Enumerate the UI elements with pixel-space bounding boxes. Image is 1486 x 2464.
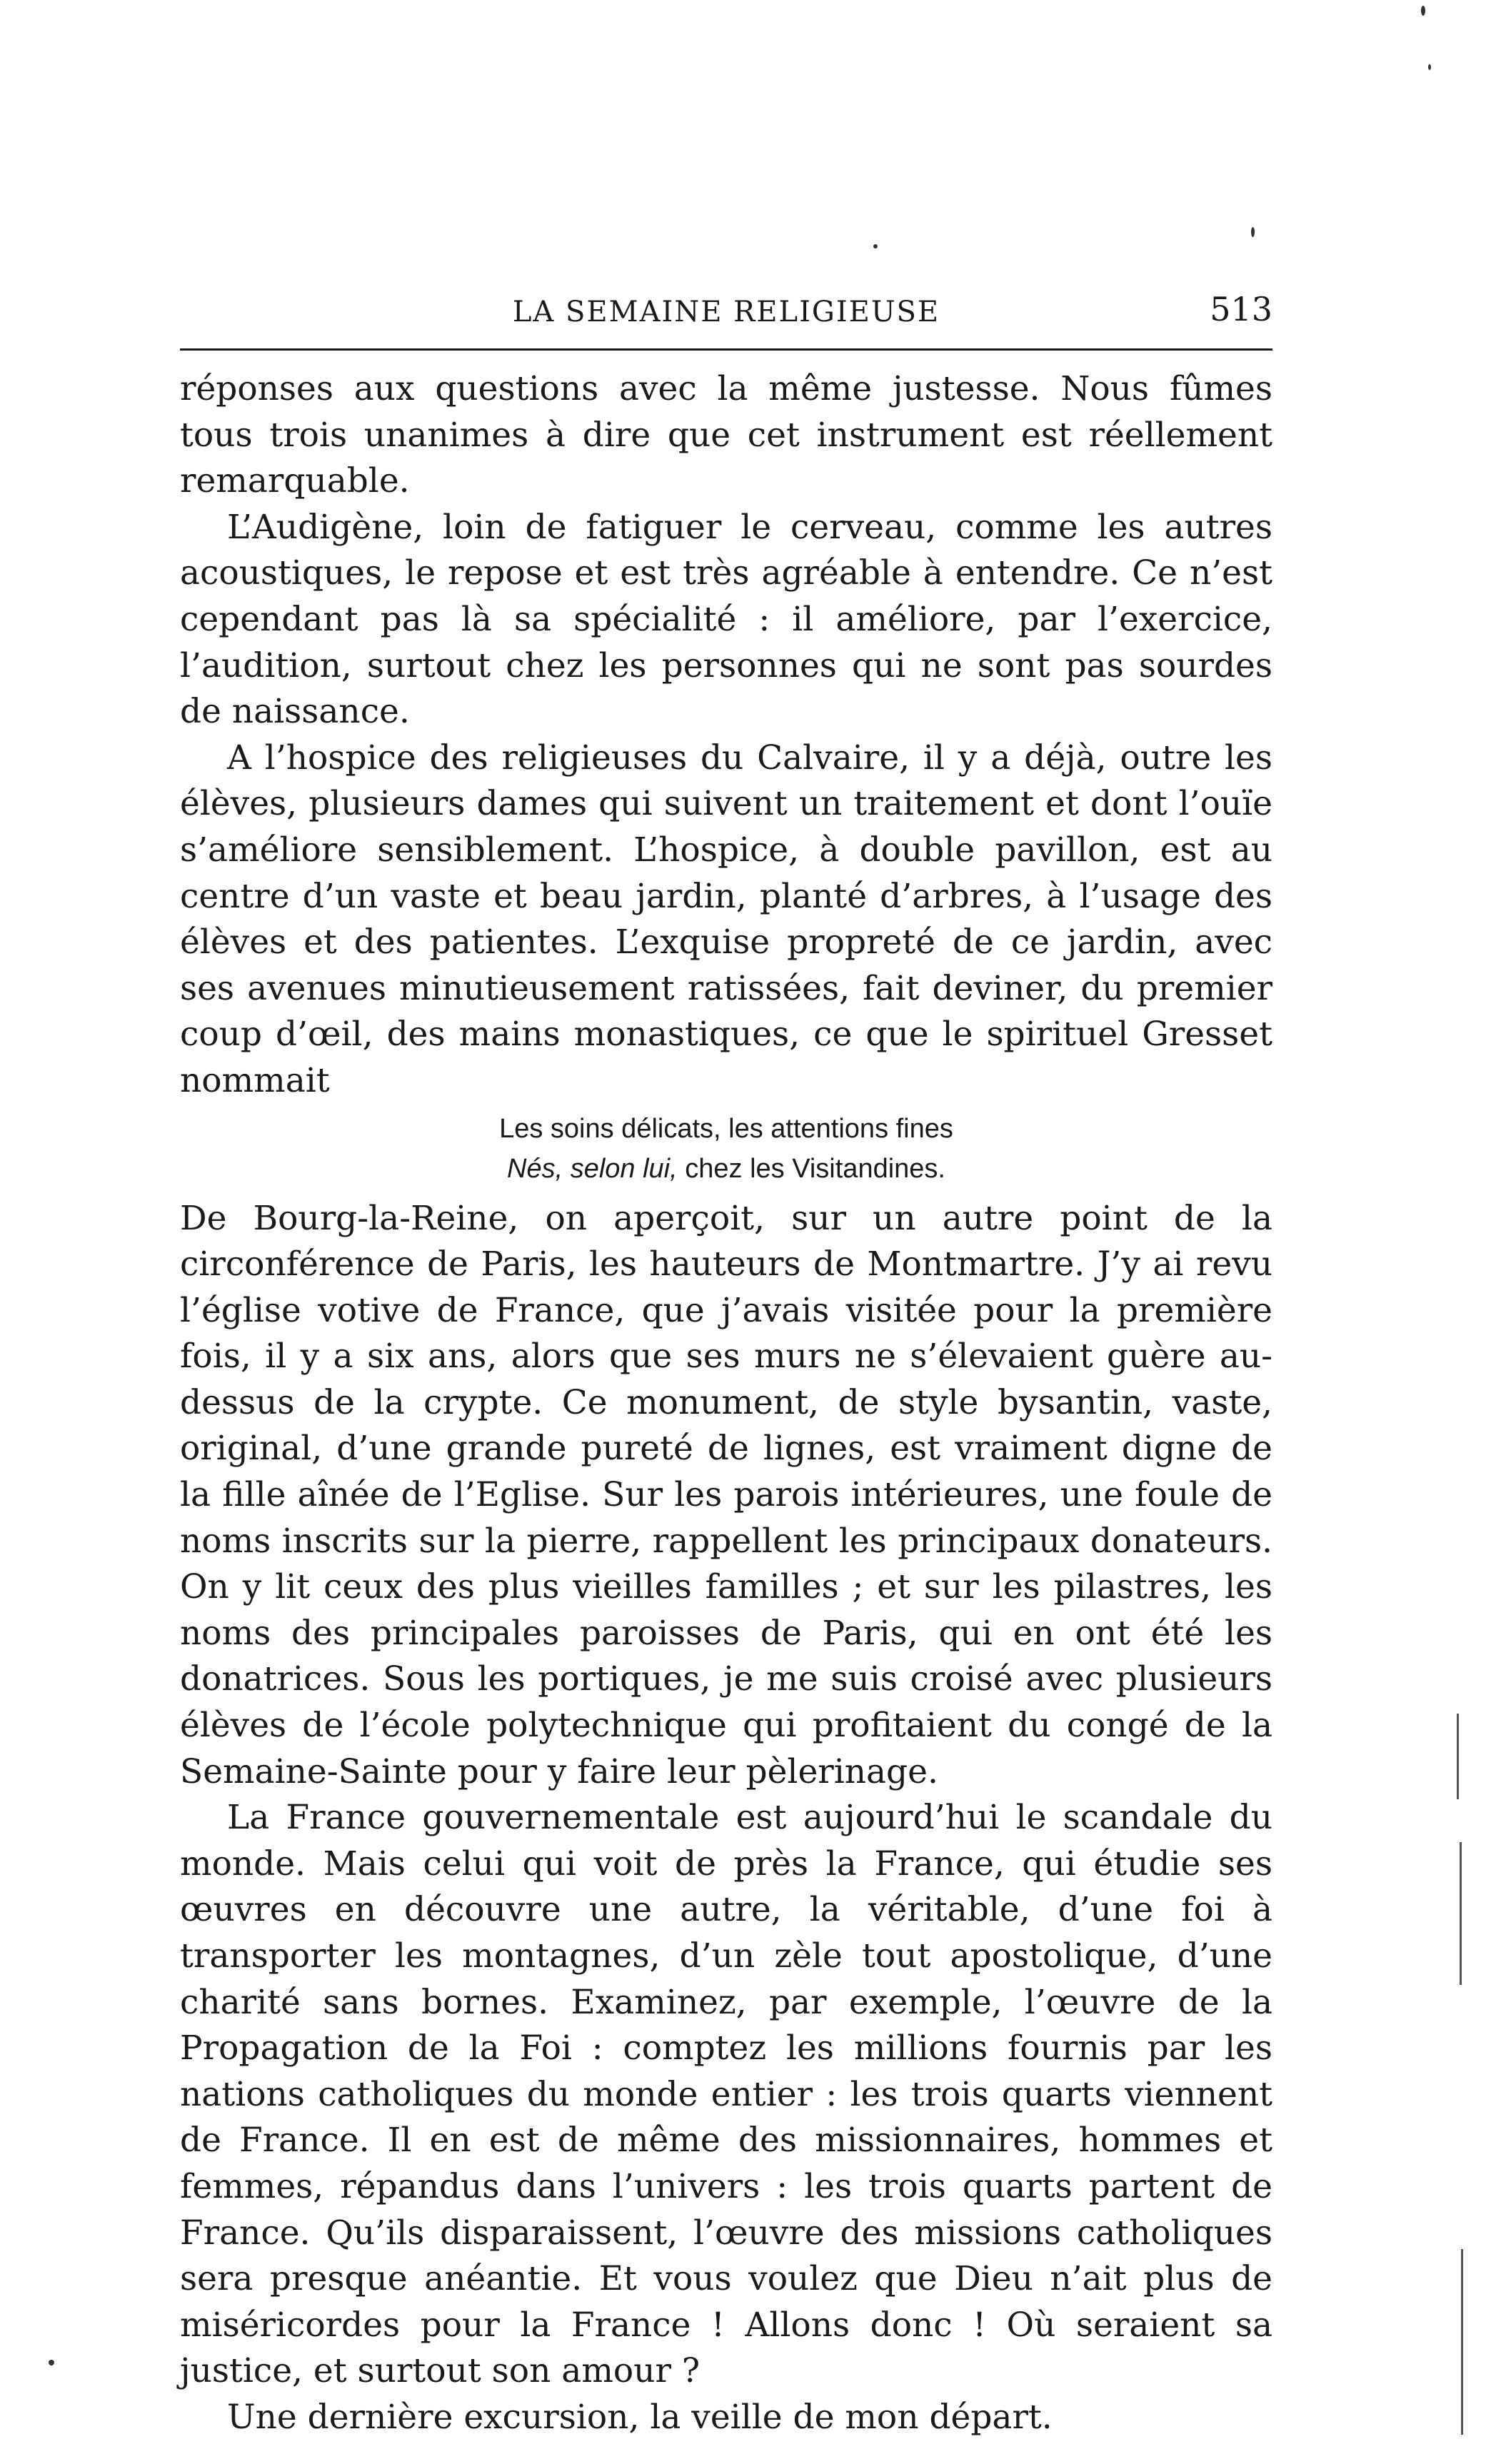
scan-speck	[873, 244, 878, 248]
page-number: 513	[1210, 290, 1272, 328]
scan-speck	[1428, 64, 1431, 70]
verse-quote	[180, 1109, 1272, 1189]
page-edge-mark	[1460, 1842, 1462, 1985]
page-edge-mark	[1457, 1714, 1459, 1799]
header-rule	[180, 348, 1272, 351]
verse-line-2	[180, 1149, 1272, 1189]
running-head	[180, 286, 1272, 336]
paragraph-4: De Bourg-la-Reine, on aperçoit, sur un autre point de la circonférence de Paris, les hauteurs de Montmartre. J’y ai revu l’église votive de France, que j’avais visitée pour la première fois, il y a six ans, alors que ses murs ne s’élevaient guère au-dessus de la crypte. Ce monument, de style bysantin, vaste, original, d’une grande pureté de lignes, est vraiment digne de la fille aînée de l’Eglise. Sur les parois intérieures, une foule de noms inscrits sur la pierre, rappellent les principaux donateurs. On y lit ceux des plus vieilles familles ; et sur les pilastres, les noms des principales paroisses de Paris, qui en ont été les donatrices. Sous les portiques, je me suis croisé avec plusieurs élèves de l’école polytechnique qui profitaient du congé de la Semaine-Sainte pour y faire leur pèlerinage.	[180, 1198, 1272, 1791]
paragraph-1: réponses aux questions avec la même justesse. Nous fûmes tous trois unanimes à dire que cet instrument est réellement remarquable.	[180, 369, 1272, 501]
paragraph-6: Une dernière excursion, la veille de mon départ.	[227, 2397, 1053, 2437]
verse-line-1: Les soins délicats, les attentions fines	[499, 1113, 953, 1144]
scan-speck	[1421, 6, 1425, 16]
document-page	[180, 286, 1272, 2441]
paragraph-3: A l’hospice des religieuses du Calvaire, il y a déjà, outre les élèves, plusieurs dames qui suivent un traitement et dont l’ouïe s’améliore sensiblement. L’hospice, à double pavillon, est au centre d’un vaste et beau jardin, planté d’arbres, à l’usage des élèves et des patientes. L’exquise propreté de ce jardin, avec ses avenues minutieusement ratissées, fait deviner, du premier coup d’œil, des mains monastiques, ce que le spirituel Gresset nommait	[180, 738, 1272, 1100]
verse-line-2-italic: Nés, selon lui,	[507, 1153, 678, 1184]
page-edge-mark	[1461, 2249, 1463, 2435]
paragraph-2: L’Audigène, loin de fatiguer le cerveau, comme les autres acoustiques, le repose et est très agréable à entendre. Ce n’est cependant pas là sa spécialité : il améliore, par l’exercice, l’audition, surtout chez les personnes qui ne sont pas sourdes de naissance.	[180, 507, 1272, 732]
verse-line-2-rest: chez les Visitandines.	[677, 1153, 945, 1184]
paragraph-5: La France gouvernementale est aujourd’hui le scandale du monde. Mais celui qui voit de près la France, qui étudie ses œuvres en découvre une autre, la véritable, d’une foi à transporter les montagnes, d’un zèle tout apostolique, d’une charité sans bornes. Examinez, par exemple, l’œuvre de la Propagation de la Foi : comptez les millions fournis par les nations catholiques du monde entier : les trois quarts viennent de France. Il en est de même des missionnaires, hommes et femmes, répandus dans l’univers : les trois quarts partent de France. Qu’ils disparaissent, l’œuvre des missions catholiques sera presque anéantie. Et vous voulez que Dieu n’ait plus de miséricordes pour la France ! Allons donc ! Où seraient sa justice, et surtout son amour ?	[180, 1798, 1272, 2391]
running-title: LA SEMAINE RELIGIEUSE	[512, 296, 940, 328]
scan-speck	[1251, 227, 1255, 237]
scan-speck	[49, 2360, 54, 2365]
